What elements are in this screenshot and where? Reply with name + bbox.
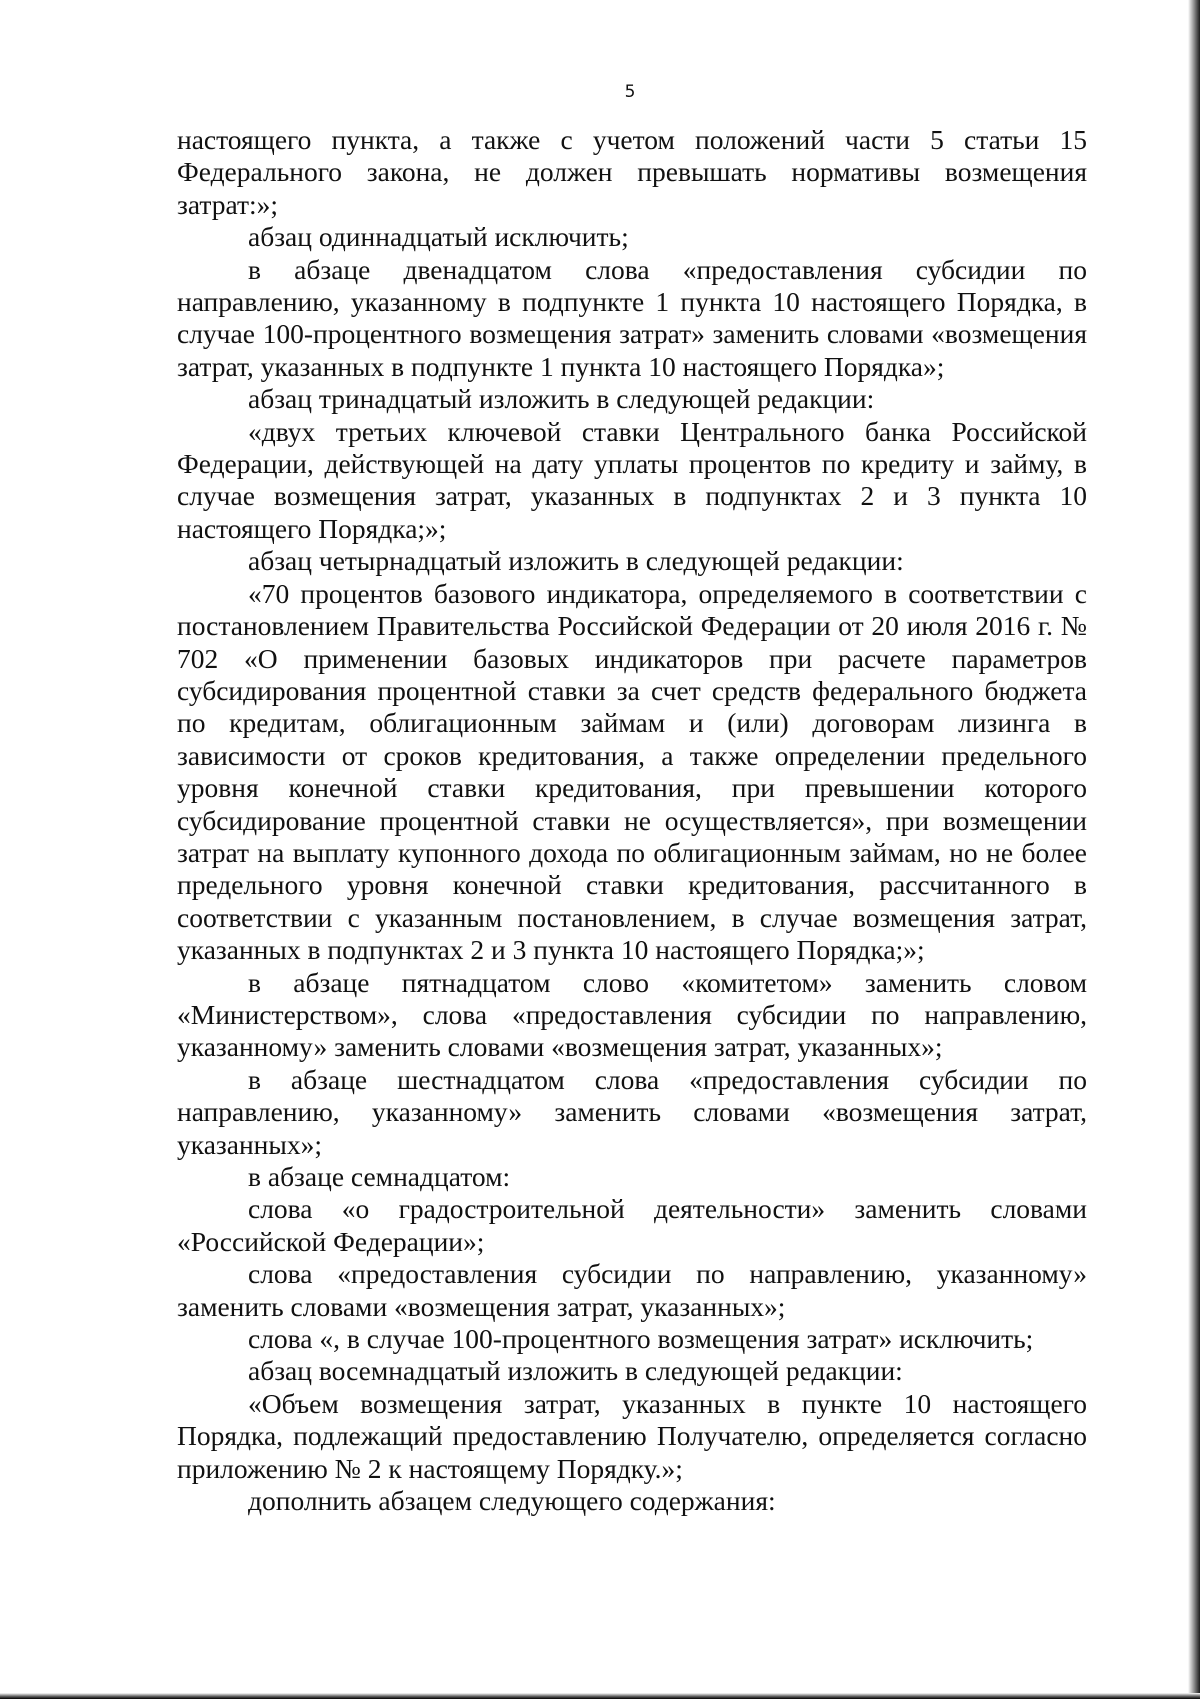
paragraph: в абзаце пятнадцатом слово «комитетом» заменить словом «Министерством», слова «предоставления субсидии по направлению, указанному» заменить словами «возмещения затрат, указанных»;	[177, 966, 1087, 1063]
paragraph: слова «, в случае 100-процентного возмещения затрат» исключить;	[248, 1323, 1034, 1355]
paragraph: «Объем возмещения затрат, указанных в пункте 10 настоящего Порядка, подлежащий предоставлению Получателю, определяется согласно приложению № 2 к настоящему Порядку.»;	[177, 1387, 1087, 1484]
paragraph: «двух третьих ключевой ставки Центрального банка Российской Федерации, действующей на дату уплаты процентов по кредиту и займу, в случае возмещения затрат, указанных в подпунктах 2 и 3 пункта 10 настоящего Порядка;»;	[177, 415, 1087, 544]
paragraph: абзац четырнадцатый изложить в следующей редакции:	[248, 545, 904, 577]
paragraph: в абзаце семнадцатом:	[248, 1161, 511, 1192]
paragraph: настоящего пункта, а также с учетом положений части 5 статьи 15 Федерального закона, не должен превышать нормативы возмещения затрат:»;	[177, 124, 1087, 220]
paragraph: слова «предоставления субсидии по направлению, указанному» заменить словами «возмещения затрат, указанных»;	[177, 1258, 1087, 1322]
document-body	[177, 124, 1087, 1517]
paragraph: абзац одиннадцатый исключить;	[248, 221, 629, 253]
paragraph: в абзаце двенадцатом слова «предоставления субсидии по направлению, указанному в подпункте 1 пункта 10 настоящего Порядка, в случае 100-процентного возмещения затрат» заменить словами «возмещения затрат, указанных в подпункте 1 пункта 10 настоящего Порядка»;	[177, 253, 1087, 382]
scan-edge-bottom	[0, 1693, 1200, 1699]
paragraph: дополнить абзацем следующего содержания:	[248, 1485, 776, 1517]
page-number: 5	[624, 82, 636, 102]
paragraph: абзац тринадцатый изложить в следующей редакции:	[248, 383, 875, 415]
paragraph: в абзаце шестнадцатом слова «предоставления субсидии по направлению, указанному» заменить словами «возмещения затрат, указанных»;	[177, 1063, 1087, 1160]
scan-edge-right	[1188, 0, 1200, 1699]
paragraph: «70 процентов базового индикатора, определяемого в соответствии с постановлением Правительства Российской Федерации от 20 июля 2016 г. № 702 «О применении базовых индикаторов при расчете параметров субсидирования процентной ставки за счет средств федерального бюджета по кредитам, облигационным займам и (или) договорам лизинга в зависимости от сроков кредитования, а также определении предельного уровня конечной ставки кредитования, при превышении которого субсидирование процентной ставки не осуществляется», при возмещении затрат на выплату купонного дохода по облигационным займам, но не более предельного уровня конечной ставки кредитования, рассчитанного в соответствии с указанным постановлением, в случае возмещения затрат, указанных в подпунктах 2 и 3 пункта 10 настоящего Порядка;»;	[177, 577, 1087, 966]
paragraph: абзац восемнадцатый изложить в следующей редакции:	[248, 1355, 903, 1387]
paragraph: слова «о градостроительной деятельности» заменить словами «Российской Федерации»;	[177, 1193, 1087, 1257]
